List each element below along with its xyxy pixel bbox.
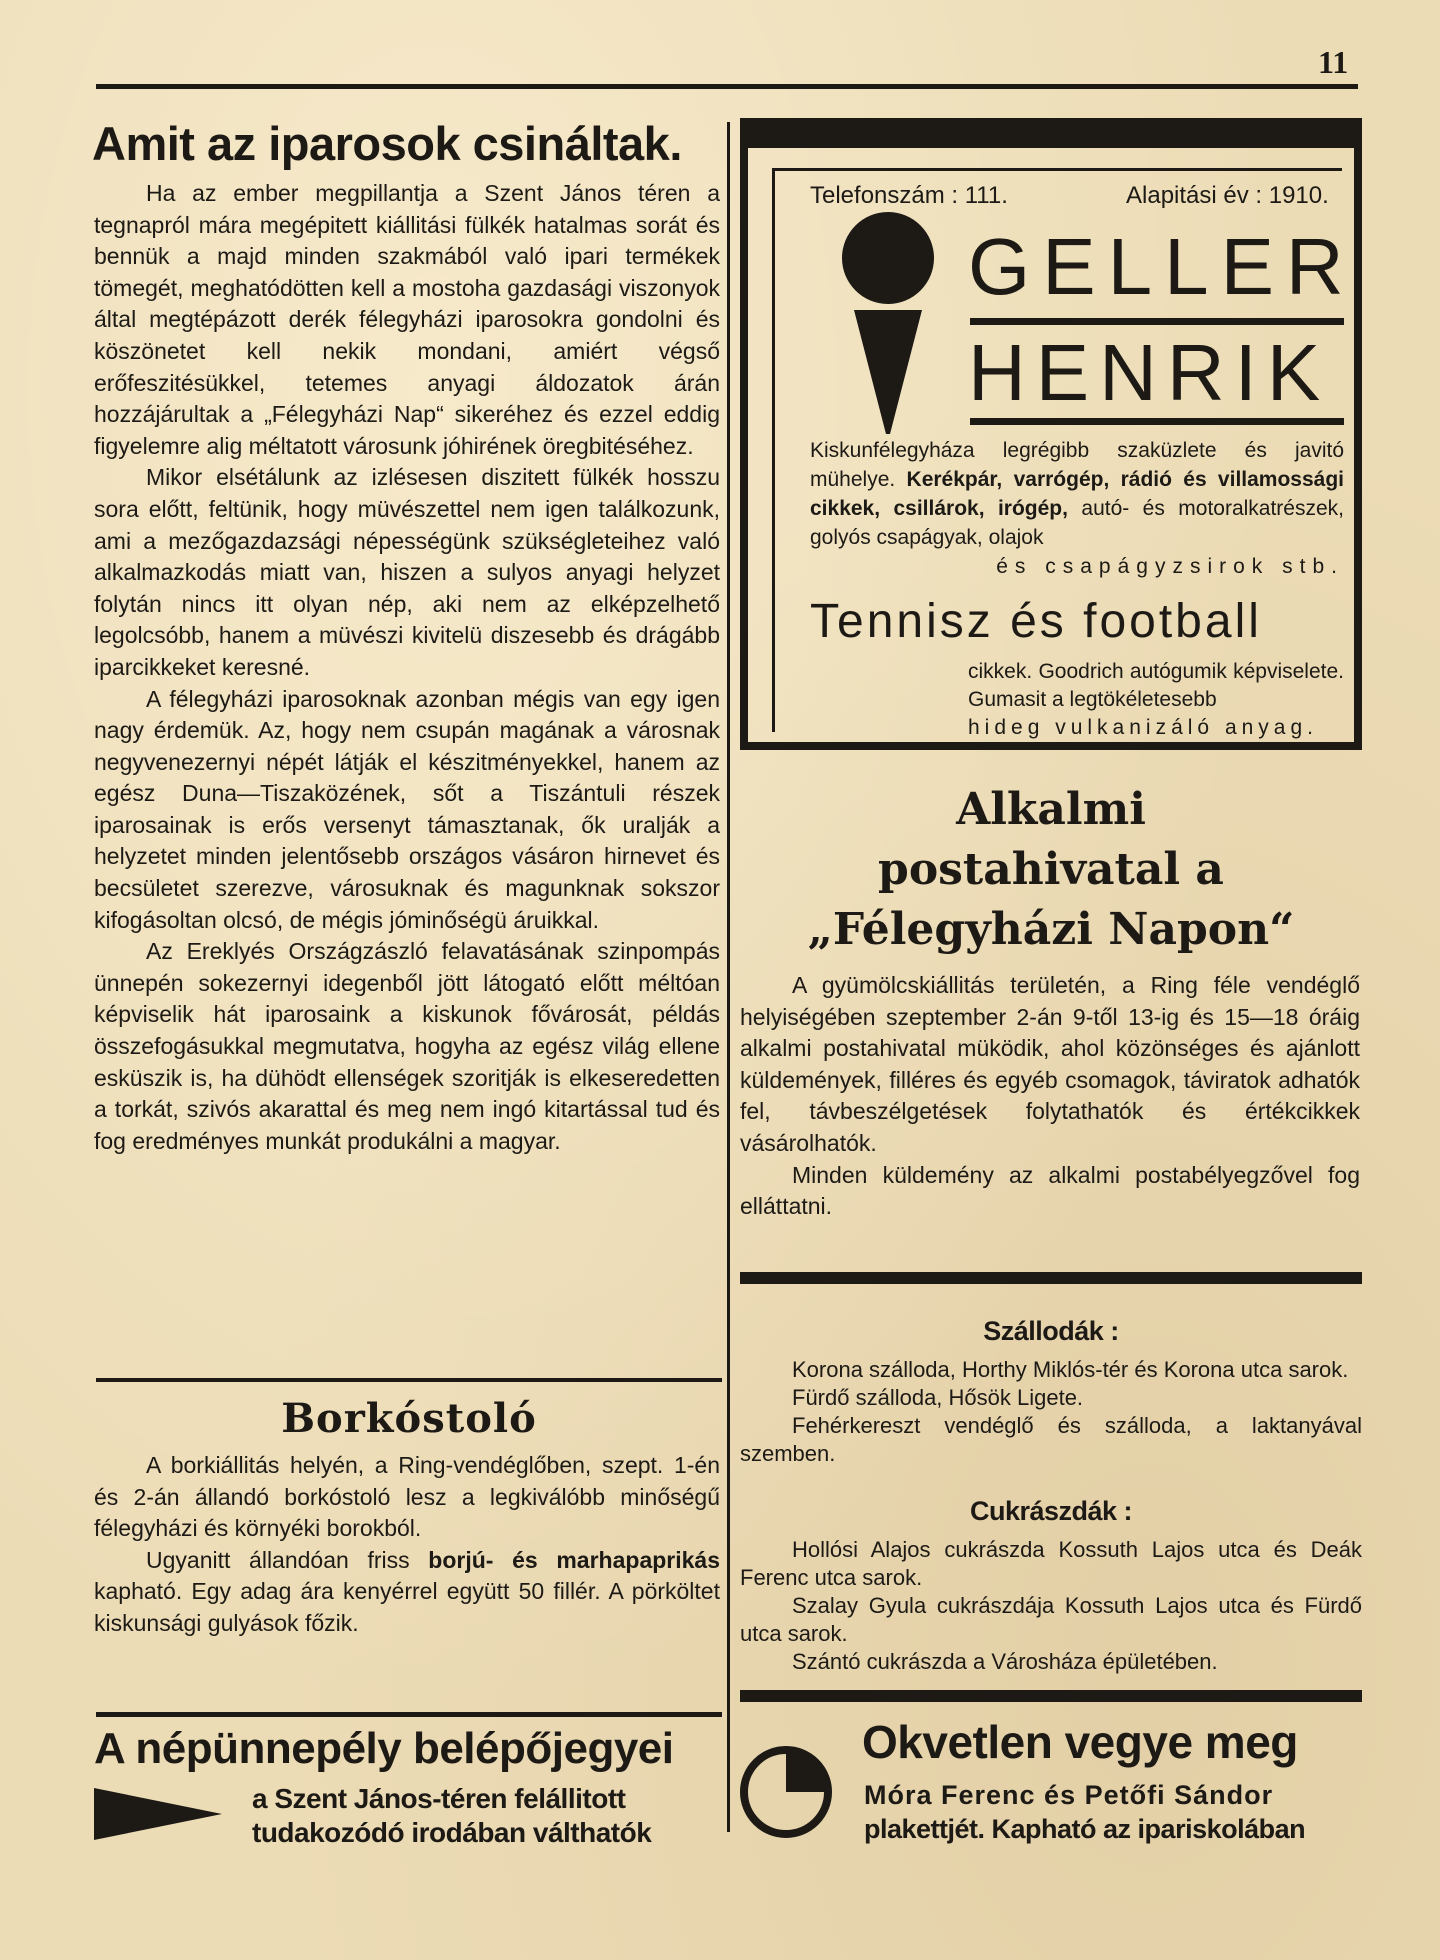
nepunnepely-line2: tudakozódó irodában válthatók: [252, 1817, 652, 1848]
nepunnepely-title: A népünnepély belépőjegyei: [94, 1724, 674, 1773]
circle-quarter-icon: [738, 1744, 834, 1840]
text-segment: Ugyanitt állandóan friss: [146, 1546, 429, 1573]
geller-cikkek: [968, 658, 1344, 742]
posta-title-line2: postahivatal a: [878, 844, 1224, 895]
list-item: Szalay Gyula cukrászdája Kossuth Lajos utca és Fürdő utca sarok.: [740, 1593, 1362, 1646]
section-rule: [96, 1712, 722, 1717]
section-rule: [740, 1272, 1362, 1284]
page-number: 11: [1318, 44, 1349, 80]
okvetlen-line2: plakettjét. Kapható az ipariskolában: [864, 1814, 1306, 1844]
borkostolo-paragraph: A borkiállitás helyén, a Ring-vendéglőben, szept. 1-én és 2-án állandó borkóstoló lesz a legkiválóbb minőségű félegyházi és környéki borokból.: [94, 1452, 720, 1542]
borkostolo-paragraph: [94, 1545, 720, 1640]
list-item: Hollósi Alajos cukrászda Kossuth Lajos utca és Deák Ferenc utca sarok.: [740, 1537, 1362, 1590]
list-item: Fürdő szálloda, Hősök Ligete.: [792, 1385, 1084, 1410]
borkostolo-body: [94, 1450, 720, 1640]
borkostolo-title: Borkóstoló: [281, 1395, 537, 1442]
szallodak-list: [740, 1356, 1362, 1468]
geller-name-line2: HENRIK: [968, 328, 1331, 417]
text-segment: autó- és motoralkatrészek, golyós csapágyak, olajok: [810, 497, 1344, 549]
posta-paragraph: A gyümölcskiállitás területén, a Ring féle vendéglő helyiségében szeptember 2-án 9-től 13-ig és 15—18 óráig alkalmi postahivatal müködik, ahol közönséges és ajánlott küldemények, filléres és egyéb csomagok, táviratok adhatók fel, távbeszélgetések folytathatók és értékcikkek vásárolhatók.: [740, 972, 1360, 1156]
geller-spaced-line: és csapágyzsirok stb.: [996, 555, 1344, 578]
geller-spaced-line: hideg vulkanizáló anyag.: [968, 716, 1318, 739]
posta-title-line1: Alkalmi: [956, 784, 1146, 835]
ad-rule: [970, 418, 1344, 425]
text-segment: kapható. Egy adag ára kenyérrel együtt 50 fillér. A pörköltet kiskunsági gulyások főzik.: [94, 1578, 720, 1636]
list-item: Fehérkereszt vendéglő és szálloda, a laktanyával szemben.: [740, 1413, 1362, 1466]
szallodak-title: Szállodák :: [983, 1316, 1119, 1346]
text-segment: Kiskunfélegyháza legrégibb szaküzlete és javitó mühelye.: [810, 439, 1344, 491]
okvetlen-title: Okvetlen vegye meg: [862, 1716, 1298, 1768]
posta-paragraph: Minden küldemény az alkalmi postabélyegzővel fog elláttatni.: [740, 1161, 1360, 1220]
main-article-paragraph: Ha az ember megpillantja a Szent János téren a tegnapról mára megépitett kiállitási fülkék hatalmas sorát és bennük a majd minden szakmából való ipari termékek tömegét, meghatódötten kell a mostoha gazdasági viszonyok által megtépázott derék félegyházi iparosokra gondolni és köszönetet kell nekik mondani, amiért végső erőfeszitésükkel, tetemes anyagi áldozatok árán hozzájárultak a „Félegyházi Nap“ sikeréhez és ezzel eddig figyelemre alig méltatott városunk jóhirének öregbitéséhez.: [94, 180, 720, 459]
bold-text: Kerékpár, varrógép, rádió és villamossági cikkek, csillárok, irógép,: [810, 468, 1344, 520]
top-rule: [96, 84, 1358, 89]
list-item: Szántó cukrászda a Városháza épületében.: [792, 1649, 1218, 1674]
main-article-body: [94, 178, 720, 1157]
geller-founded: Alapitási év : 1910.: [1126, 182, 1329, 209]
okvetlen-line1: Móra Ferenc és Petőfi Sándor: [864, 1780, 1274, 1810]
ad-rule: [970, 318, 1344, 325]
cukraszdak-list: [740, 1536, 1362, 1676]
main-article-paragraph: Az Ereklyés Országzászló felavatásának szinpompás ünnepén sokezernyi idegenből jött látogató előtt méltóan képviselik hát iparosaink a kiskunok fővárosát, példás összefogásukkal megmutatva, hogyha az egész világ ellene esküszik is, ha dühödt ellenségek szoritják is elkeseredetten a torkát, szivós akarattal és meg nem ingó kitartással tud és fog eredményes munkát produkálni a magyar.: [94, 938, 720, 1154]
list-item: Korona szálloda, Horthy Miklós-tér és Korona utca sarok.: [792, 1357, 1349, 1382]
main-article-paragraph: Mikor elsétálunk az izlésesen diszitett fülkék hosszu sora előtt, feltünik, hogy müvészettel nem igen találkozunk, ami a mezőgazdazsági népességünk szükségleteihez való alkalmazkodás miatt van, hiszen a sulyos anyagi helyzet folytán nincs itt olyan nép, aki nem az elképzelhető legolcsóbb, hanem a müvészi kivitelü diszesebb és drágább iparcikkeket keresné.: [94, 464, 720, 680]
posta-body: [740, 970, 1360, 1223]
column-divider: [727, 122, 730, 1832]
section-rule: [96, 1378, 722, 1382]
posta-title-line3: „Félegyházi Napon“: [807, 904, 1295, 955]
main-article-title: Amit az iparosok csináltak.: [92, 117, 682, 170]
geller-description: [810, 436, 1344, 581]
section-rule: [740, 1690, 1362, 1702]
geller-phone: Telefonszám : 111.: [810, 182, 1008, 209]
geller-tennisz: Tennisz és football: [810, 595, 1262, 648]
text-segment: cikkek. Goodrich autógumik képviselete. Gumasit a legtökéletesebb: [968, 660, 1344, 711]
bold-text: borjú- és marhapaprikás: [428, 1546, 720, 1573]
nepunnepely-line1: a Szent János-téren felállitott: [252, 1783, 626, 1814]
main-article-paragraph: A félegyházi iparosoknak azonban mégis van egy igen nagy érdemük. Az, hogy nem csupán magának a városnak negyvenezernyi népét látják el készitményekkel, hanem az egész Duna—Tiszaközének, sőt a Tiszántuli részek iparosainak is erős versenyt támasztanak, ők uralják a helyzetet minden jelentősebb országos vásáron hirnevet és becsületet szerezve, városuknak és magunknak sokszor kifogásoltan olcsó, de mégis jóminőségü áruikkal.: [94, 685, 720, 933]
geller-name-line1: GELLER: [968, 222, 1356, 311]
exclamation-mark-icon: [840, 210, 936, 436]
cukraszdak-title: Cukrászdák :: [969, 1496, 1133, 1526]
arrow-right-icon: [94, 1784, 224, 1842]
